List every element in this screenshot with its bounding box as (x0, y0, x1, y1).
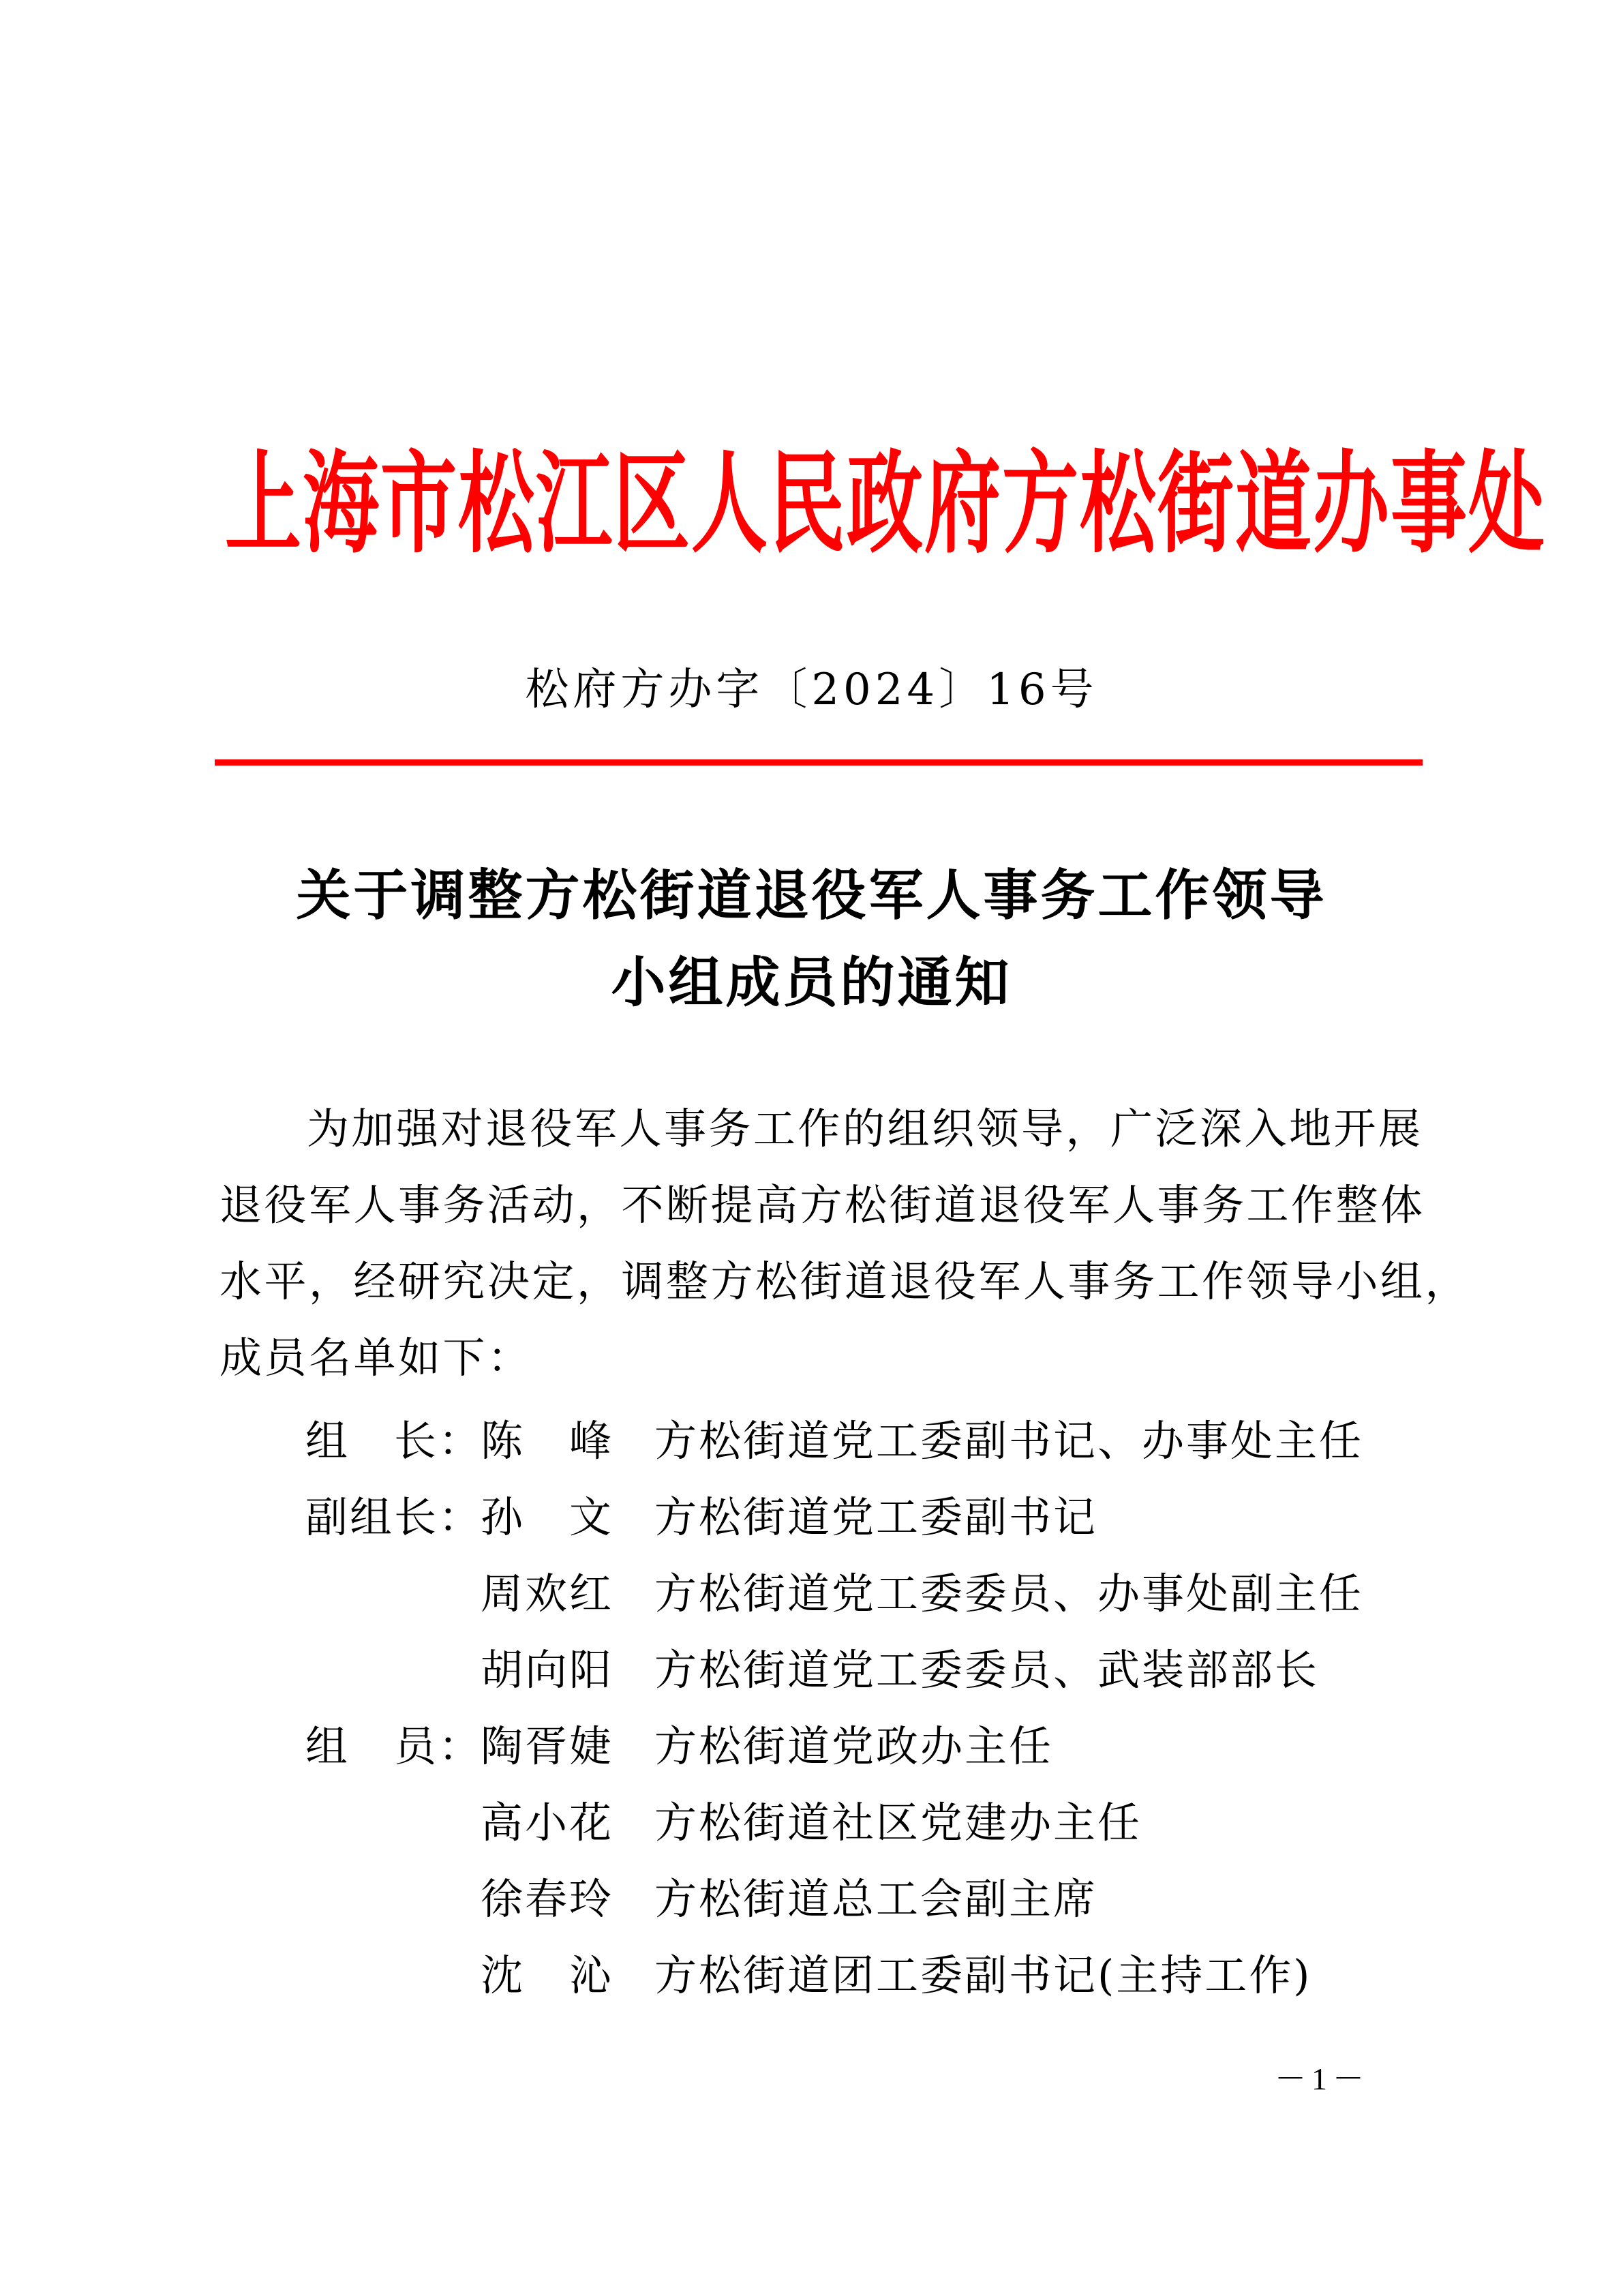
member-role-label: 组 长： (305, 1416, 483, 1466)
member-position: 方松街道总工会副主席 (654, 1874, 1098, 1924)
body-paragraph (219, 1091, 1470, 1396)
masthead-title: 上海市松江区人民政府方松街道办事处 (225, 440, 1546, 569)
member-name: 周欢红 (481, 1569, 614, 1618)
member-position: 方松街道社区党建办主任 (654, 1798, 1142, 1847)
body-line: 退役军人事务活动，不断提高方松街道退役军人事务工作整体 (219, 1180, 1425, 1230)
member-name: 沈 沁 (481, 1950, 614, 2000)
member-position: 方松街道党工委副书记、办事处主任 (654, 1416, 1364, 1466)
member-position: 方松街道党工委委员、武装部部长 (654, 1645, 1320, 1695)
member-position: 方松街道党政办主任 (654, 1721, 1054, 1771)
member-position: 方松街道党工委副书记 (654, 1492, 1098, 1542)
notice-title-line-1: 关于调整方松街道退役军人事务工作领导 (296, 863, 1327, 927)
member-role-label: 组 员： (305, 1721, 483, 1771)
body-line: 为加强对退役军人事务工作的组织领导，广泛深入地开展 (307, 1104, 1423, 1153)
member-name: 高小花 (481, 1798, 614, 1847)
member-position: 方松街道党工委委员、办事处副主任 (654, 1569, 1364, 1618)
document-number: 松府方办字〔2024〕16号 (525, 665, 1098, 715)
notice-title-line-2: 小组成员的通知 (611, 950, 1012, 1014)
body-line: 水平，经研究决定，调整方松街道退役军人事务工作领导小组， (219, 1256, 1470, 1306)
member-name: 徐春玲 (481, 1874, 614, 1924)
member-position: 方松街道团工委副书记(主持工作) (654, 1950, 1312, 2000)
member-name: 陶胥婕 (481, 1721, 614, 1771)
page-number: －1－ (1275, 2061, 1369, 2096)
member-name: 胡向阳 (481, 1645, 614, 1695)
body-line: 成员名单如下： (219, 1333, 532, 1383)
member-role-label: 副组长： (305, 1492, 483, 1542)
member-name: 陈 峰 (481, 1416, 614, 1466)
red-divider-rule (215, 759, 1423, 766)
member-name: 孙 文 (481, 1492, 614, 1542)
